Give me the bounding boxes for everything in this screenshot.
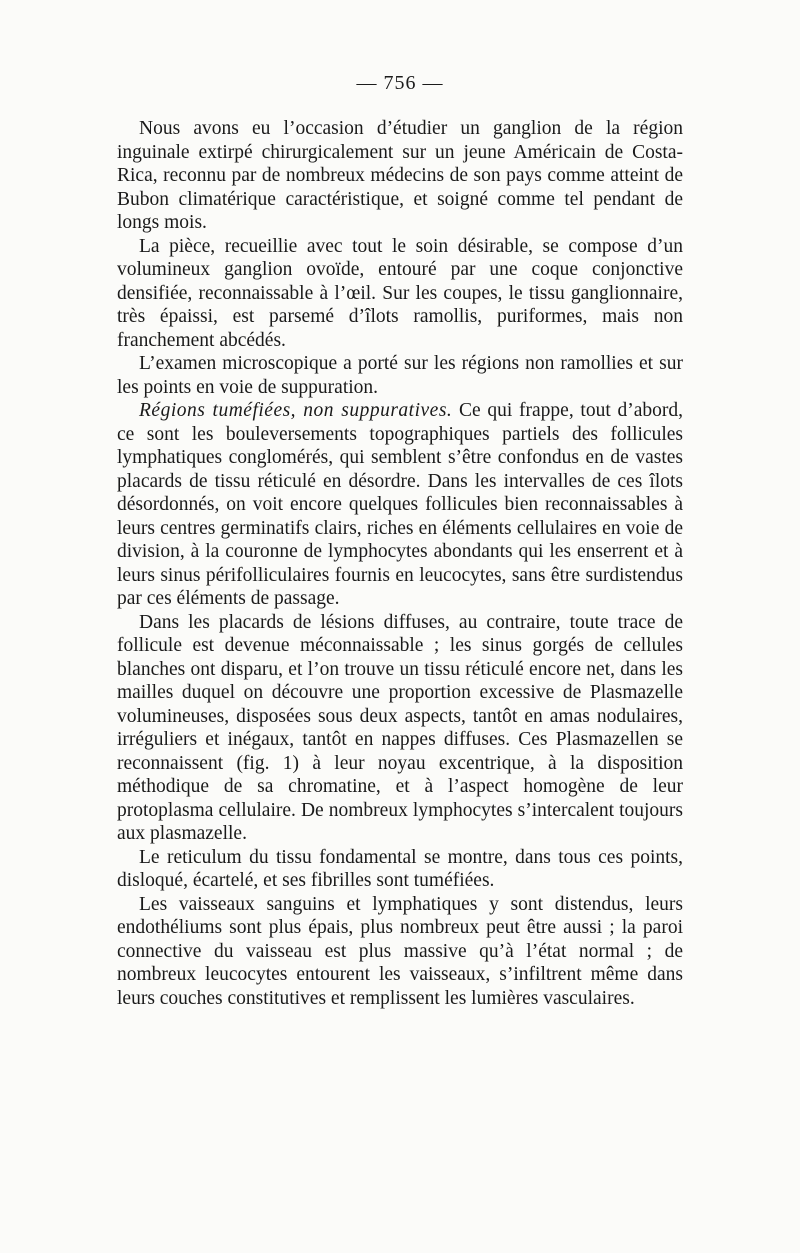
body-text [117,117,683,1010]
paragraph-swollen-regions-text: Ce qui frappe, tout d’abord, ce sont les bouleversements topographiques partiels des follicules lymphatiques conglomérés, qui semblent s’être confondus en de vastes placards de tissu réticulé en désordre. Dans les intervalles de ces îlots désordonnés, on voit encore quelques follicules bien reconnaissables à leurs centres germinatifs clairs, riches en éléments cellulaires en voie de division, à la couronne de lymphocytes abondants qui les enserrent et à leurs sinus périfolliculaires fournis en leucocytes, sans être surdistendus par ces éléments de passage. [117,400,684,609]
paragraph-diffuse-lesions: Dans les placards de lésions diffuses, au contraire, toute trace de follicule est devenue méconnaissable ; les sinus gorgés de cellules blanches ont disparu, et l’on trouve un tissu réticulé encore net, dans les mailles duquel on découvre une proportion excessive de Plasmazelle volumineuses, disposées sous deux aspects, tantôt en amas nodulaires, irréguliers et inégaux, tantôt en nappes diffuses. Ces Plasmazellen se reconnaissent (fig. 1) à leur noyau excentrique, à la disposition méthodique de sa chromatine, et à l’aspect homogène de leur protoplasma cellulaire. De nombreux lymphocytes s’intercalent toujours aux plasmazelle. [117,611,683,844]
paragraph-vessels: Les vaisseaux sanguins et lymphatiques y sont distendus, leurs endothéliums sont plus épais, plus nombreux peut être aussi ; la paroi connective du vaisseau est plus massive qu’à l’état normal ; de nombreux leucocytes entourent les vaisseaux, s’infiltrent même dans leurs couches constitutives et remplissent les lumières vasculaires. [117,893,683,1009]
paragraph-swollen-regions [117,399,683,611]
paragraph-reticulum: Le reticulum du tissu fondamental se montre, dans tous ces points, disloqué, écartelé, et ses fibrilles sont tuméfiées. [117,846,683,891]
paragraph-microscopy: L’examen microscopique a porté sur les régions non ramollies et sur les points en voie de suppuration. [117,353,683,398]
page-number: — 756 — [356,72,444,94]
section-lead-heading: Régions tuméfiées, non suppuratives. [139,400,453,421]
paragraph-specimen: La pièce, recueillie avec tout le soin désirable, se compose d’un volumineux ganglion ovoïde, entouré par une coque conjonctive densifiée, reconnaissable à l’œil. Sur les coupes, le tissu ganglionnaire, très épaissi, est parsemé d’îlots ramollis, puriformes, mais non franchement abcédés. [117,235,683,351]
paragraph-intro: Nous avons eu l’occasion d’étudier un ganglion de la région inguinale extirpé chirurgicalement sur un jeune Américain de Costa-Rica, reconnu par de nombreux médecins de son pays comme atteint de Bubon climatérique caractéristique, et soigné comme tel pendant de longs mois. [117,118,683,233]
